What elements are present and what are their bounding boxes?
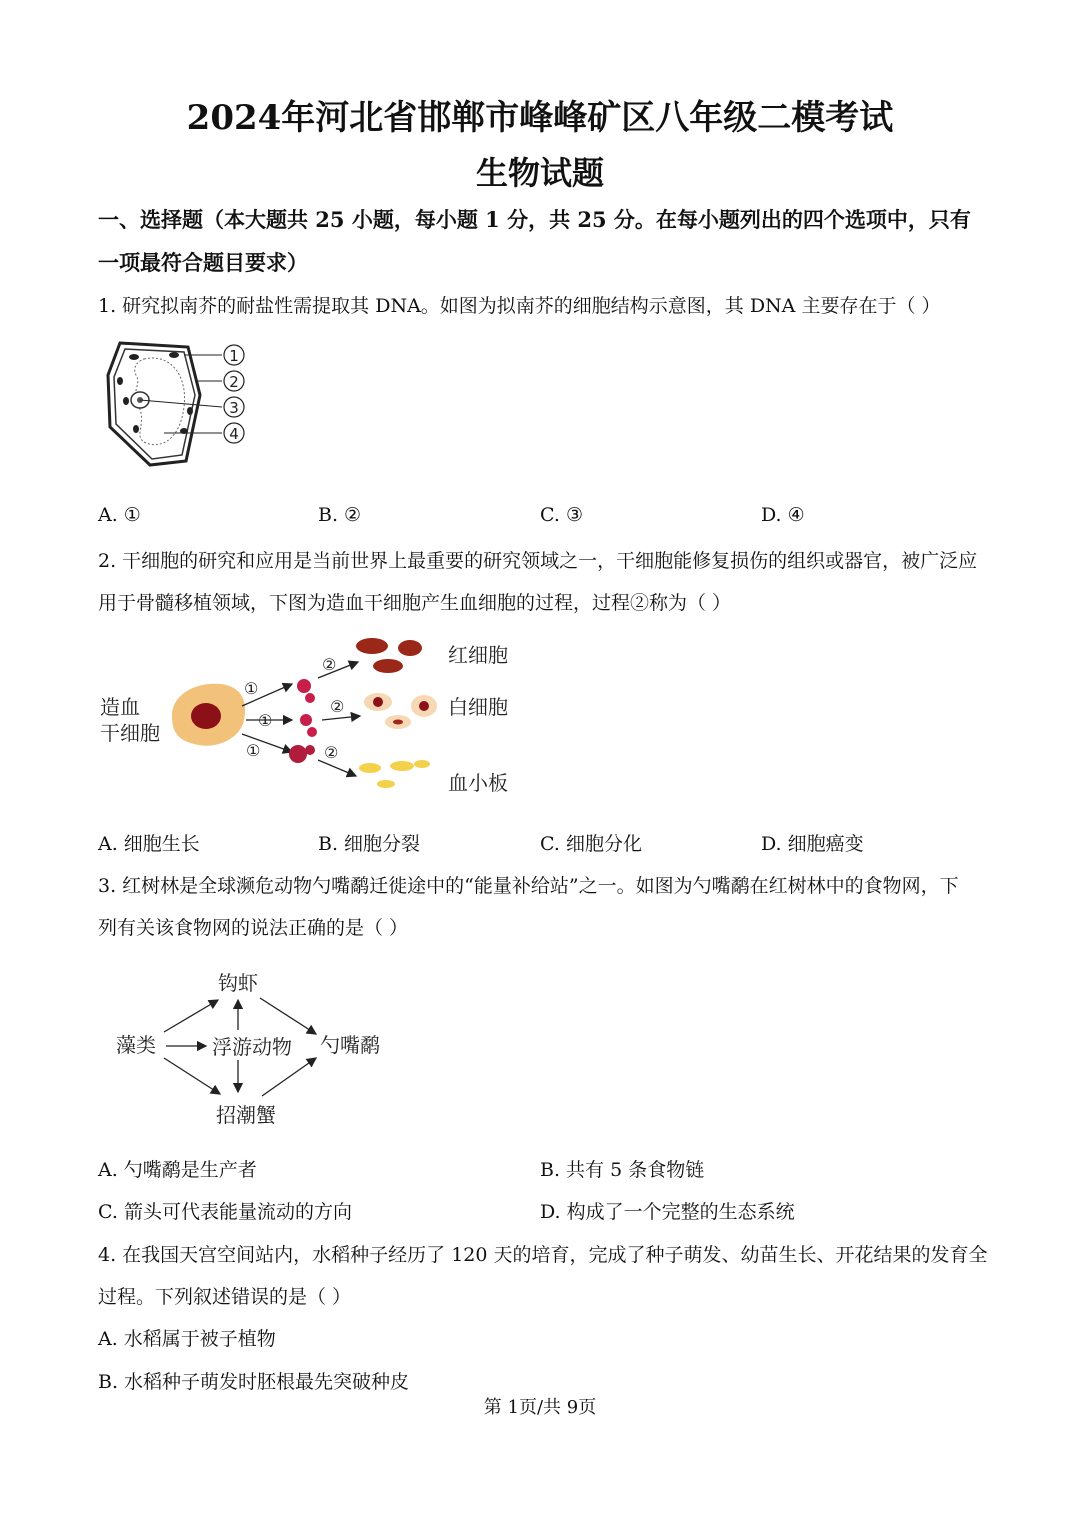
progenitor-cell xyxy=(300,714,312,726)
stem-cell-nucleus xyxy=(191,703,221,729)
section-heading-line2: 一项最符合题目要求） xyxy=(98,250,308,275)
red-blood-cell xyxy=(373,659,403,673)
label-4 xyxy=(224,423,244,443)
progenitor-cell xyxy=(305,693,315,703)
label-1 xyxy=(224,345,244,365)
arrow-algae-shrimp xyxy=(164,1000,218,1032)
platelet xyxy=(390,761,414,771)
white-blood-cell-label: 白细胞 xyxy=(448,695,508,719)
progenitor-cell xyxy=(289,745,307,763)
label-3 xyxy=(224,397,244,417)
q1-cell-diagram xyxy=(100,335,260,475)
q1-option-a[interactable]: A. ① xyxy=(98,504,141,526)
red-blood-cell xyxy=(356,638,388,654)
progenitor-cell xyxy=(305,745,315,755)
step1-label-bot: ① xyxy=(246,741,261,760)
svg-text:1: 1 xyxy=(229,347,239,365)
exam-subtitle: 生物试题 xyxy=(475,154,604,192)
chloroplast-shape xyxy=(133,425,139,433)
q1-stem: 1. 研究拟南芥的耐盐性需提取其 DNA。如图为拟南芥的细胞结构示意图，其 DNA 主要存在于（ ） xyxy=(98,295,941,317)
section-heading-line1: 一、选择题（本大题共 25 小题，每小题 1 分，共 25 分。在每小题列出的四个选项中，只有 xyxy=(98,207,971,232)
progenitor-cell xyxy=(307,727,317,737)
bird-label: 勺嘴鹬 xyxy=(320,1033,380,1057)
q2-option-d[interactable]: D. 细胞癌变 xyxy=(761,833,864,855)
q1-option-d[interactable]: D. ④ xyxy=(761,504,805,526)
q3-option-a[interactable]: A. 勺嘴鹬是生产者 xyxy=(98,1159,257,1181)
arrow-2-bot xyxy=(318,760,356,776)
step2-label-bot: ② xyxy=(324,743,339,762)
arrow-2-mid xyxy=(322,716,360,720)
label-2 xyxy=(224,371,244,391)
svg-text:3: 3 xyxy=(229,399,239,417)
q4-stem-line2: 过程。下列叙述错误的是（ ） xyxy=(98,1286,352,1308)
q3-stem-line2: 列有关该食物网的说法正确的是（ ） xyxy=(98,917,409,939)
page-number: 第 1页/共 9页 xyxy=(483,1397,597,1418)
q3-food-web-diagram xyxy=(110,962,400,1132)
q3-stem-line1: 3. 红树林是全球濒危动物勺嘴鹬迁徙途中的“能量补给站”之一。如图为勺嘴鹬在红树林中的食物网，下 xyxy=(98,875,959,897)
white-blood-cell-nucleus xyxy=(419,701,429,711)
step1-label-mid: ① xyxy=(258,711,273,730)
q3-option-c[interactable]: C. 箭头可代表能量流动的方向 xyxy=(98,1201,352,1223)
chloroplast-shape xyxy=(169,352,179,358)
q2-option-a[interactable]: A. 细胞生长 xyxy=(98,833,200,855)
q3-option-d[interactable]: D. 构成了一个完整的生态系统 xyxy=(540,1201,795,1223)
pointer-line-3 xyxy=(140,400,222,407)
arrow-shrimp-bird xyxy=(260,998,316,1034)
arrow-algae-crab xyxy=(164,1058,220,1094)
step1-label-top: ① xyxy=(244,679,259,698)
q1-option-b[interactable]: B. ② xyxy=(318,504,362,526)
red-blood-cell-label: 红细胞 xyxy=(448,643,508,667)
platelet xyxy=(414,760,430,768)
arrow-crab-bird xyxy=(262,1058,316,1096)
platelet-label: 血小板 xyxy=(448,771,508,795)
q4-option-a[interactable]: A. 水稻属于被子植物 xyxy=(98,1328,276,1350)
svg-text:4: 4 xyxy=(229,425,239,443)
stem-cell-label-2: 干细胞 xyxy=(100,721,160,745)
q1-option-c[interactable]: C. ③ xyxy=(540,504,583,526)
q4-option-b[interactable]: B. 水稻种子萌发时胚根最先突破种皮 xyxy=(98,1371,410,1393)
q2-blood-cell-diagram xyxy=(96,628,526,808)
algae-label: 藻类 xyxy=(116,1033,156,1057)
chloroplast-shape xyxy=(123,397,129,405)
q2-stem-line2: 用于骨髓移植领域，下图为造血干细胞产生血细胞的过程，过程②称为（ ） xyxy=(98,592,732,614)
white-blood-cell-nucleus xyxy=(373,697,383,707)
chloroplast-shape xyxy=(117,377,123,385)
svg-text:2: 2 xyxy=(229,373,239,391)
chloroplast-shape xyxy=(187,407,193,415)
q2-option-b[interactable]: B. 细胞分裂 xyxy=(318,833,421,855)
exam-title: 2024年河北省邯郸市峰峰矿区八年级二模考试 xyxy=(186,98,894,138)
stem-cell-label-1: 造血 xyxy=(100,695,140,719)
q4-stem-line1: 4. 在我国天宫空间站内，水稻种子经历了 120 天的培育，完成了种子萌发、幼苗生长、开花结果的发育全 xyxy=(98,1244,988,1266)
platelet xyxy=(359,763,381,773)
q2-option-c[interactable]: C. 细胞分化 xyxy=(540,833,642,855)
step2-label-top: ② xyxy=(322,655,337,674)
chloroplast-shape xyxy=(129,354,139,360)
platelet xyxy=(377,780,395,788)
white-blood-cell-nucleus xyxy=(393,720,403,725)
q3-option-b[interactable]: B. 共有 5 条食物链 xyxy=(540,1159,705,1181)
shrimp-label: 钩虾 xyxy=(218,971,258,995)
progenitor-cell xyxy=(297,679,311,693)
zooplankton-label: 浮游动物 xyxy=(212,1035,292,1059)
step2-label-mid: ② xyxy=(330,697,345,716)
q2-stem-line1: 2. 干细胞的研究和应用是当前世界上最重要的研究领域之一，干细胞能修复损伤的组织或器官，被广泛应 xyxy=(98,550,978,572)
red-blood-cell xyxy=(398,640,422,656)
crab-label: 招潮蟹 xyxy=(216,1103,276,1127)
